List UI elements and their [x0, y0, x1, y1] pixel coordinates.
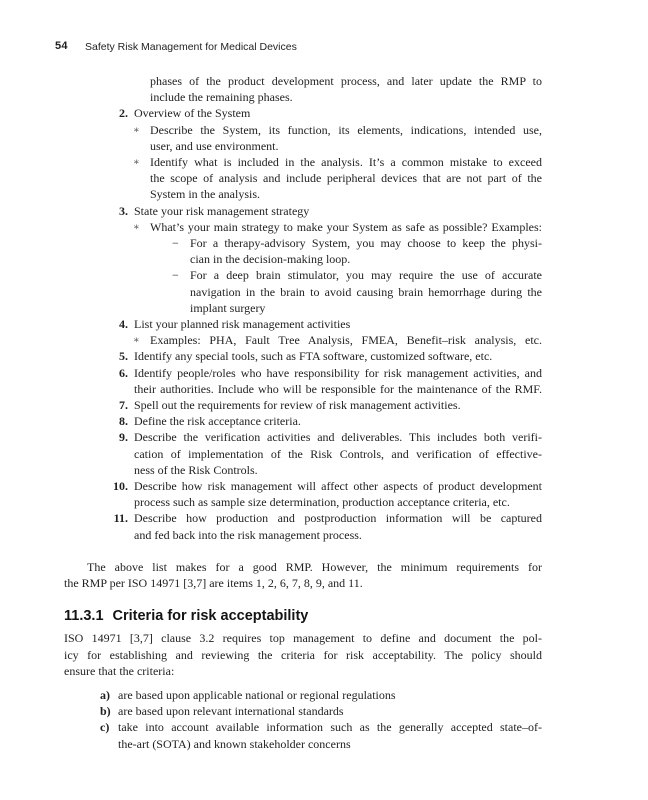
text-line: ensure that the criteria:	[64, 663, 175, 678]
text-line: the-art (SOTA) and known stakeholder concerns	[118, 736, 351, 751]
bullet-icon: ∗	[133, 335, 140, 347]
alpha-list-item	[100, 703, 542, 719]
sub-list-item	[172, 235, 542, 267]
numbered-list-item	[119, 397, 542, 413]
text-line: What’s your main strategy to make your System as safe as possible? Examples:	[150, 219, 542, 234]
text-line: For a therapy-advisory System, you may choose to keep the physi-	[190, 236, 542, 251]
section-number: 11.3.1	[64, 608, 104, 625]
numbered-list-item	[119, 365, 542, 397]
item-number: 9.	[119, 430, 128, 445]
text-line: Spell out the requirements for review of risk management activities.	[134, 398, 461, 413]
text-line: icy for establishing and reviewing the criteria for risk acceptability. The policy should	[64, 647, 542, 662]
text-line: Describe how production and postproduction information will be captured	[134, 511, 542, 526]
text-line: System in the analysis.	[150, 187, 260, 202]
text-line: and fed back into the risk management process.	[134, 527, 362, 542]
text-line: cian in the decision-making loop.	[190, 252, 351, 267]
item-number: 7.	[119, 398, 128, 413]
text-line: For a deep brain stimulator, you may require the use of accurate	[190, 268, 542, 283]
text-line: Identify what is included in the analysis. It’s a common mistake to exceed	[150, 155, 542, 170]
text-line: Identify people/roles who have responsibility for risk management activities, and	[134, 365, 542, 380]
dash-marker: −	[172, 268, 179, 283]
numbered-list-item	[119, 316, 542, 332]
section-title: Criteria for risk acceptability	[112, 608, 309, 625]
text-line: Define the risk acceptance criteria.	[134, 414, 301, 429]
numbered-list-item	[119, 203, 542, 219]
item-letter: a)	[100, 687, 110, 702]
item-number: 10.	[113, 479, 128, 494]
item-number: 5.	[119, 349, 128, 364]
page-number: 54	[55, 40, 68, 52]
alpha-list-item	[100, 687, 542, 703]
text-line: user, and use environment.	[150, 138, 279, 153]
numbered-list-item	[113, 510, 542, 542]
text-line: ness of the Risk Controls.	[134, 462, 258, 477]
item-number: 6.	[119, 365, 128, 380]
text-line: implant surgery	[190, 300, 266, 315]
paragraph	[64, 630, 542, 679]
text-line: State your risk management strategy	[134, 203, 310, 218]
numbered-list-item	[119, 429, 542, 478]
text-line: take into account available information such as the generally accepted state–of-	[118, 720, 542, 735]
text-line: Identify any special tools, such as FTA software, customized software, etc.	[134, 349, 493, 364]
text-line: Overview of the System	[134, 106, 251, 121]
text-line: are based upon relevant international standards	[118, 704, 344, 719]
numbered-list-item	[119, 348, 542, 364]
bullet-icon: ∗	[133, 157, 140, 169]
text-line: Describe how risk management will affect other aspects of product development	[134, 479, 542, 494]
text-line: The above list makes for a good RMP. However, the minimum requirements for	[87, 559, 542, 574]
text-line: the RMP per ISO 14971 [3,7] are items 1, 2, 6, 7, 8, 9, and 11.	[64, 576, 363, 591]
text-line: ISO 14971 [3,7] clause 3.2 requires top management to define and document the pol-	[64, 631, 542, 646]
numbered-list-item	[119, 105, 542, 121]
dash-marker: −	[172, 236, 179, 251]
continuation-paragraph	[150, 73, 542, 105]
text-line: Describe the verification activities and deliverables. This includes both verifi-	[134, 430, 542, 445]
text-line: Examples: PHA, Fault Tree Analysis, FMEA, Benefit–risk analysis, etc.	[150, 333, 542, 348]
numbered-list-item	[113, 478, 542, 510]
section-heading	[64, 606, 648, 626]
item-letter: c)	[100, 720, 110, 735]
text-line: Describe the System, its function, its elements, indications, intended use,	[150, 122, 542, 137]
bullet-list-item	[133, 122, 542, 154]
page-header	[0, 40, 648, 56]
text-line: navigation in the brain to avoid causing brain hemorrhage during the	[190, 284, 542, 299]
bullet-list-item	[133, 332, 542, 348]
item-number: 8.	[119, 414, 128, 429]
item-number: 4.	[119, 317, 128, 332]
alpha-list-item	[100, 719, 542, 751]
text-line: cation of implementation of the Risk Controls, and verification of effective-	[134, 446, 542, 461]
text-line: are based upon applicable national or regional regulations	[118, 687, 396, 702]
item-letter: b)	[100, 704, 111, 719]
bullet-icon: ∗	[133, 221, 140, 233]
numbered-list-item	[119, 413, 542, 429]
text-line: include the remaining phases.	[150, 90, 293, 105]
item-number: 11.	[113, 511, 128, 526]
text-line: their authorities. Include who will be responsible for the maintenance of the RMF.	[134, 381, 542, 396]
text-line: process such as sample size determination, production acceptance criteria, etc.	[134, 495, 510, 510]
paragraph	[64, 559, 542, 591]
item-number: 2.	[119, 106, 128, 121]
text-line: the scope of analysis and include peripheral devices that are not part of the	[150, 171, 542, 186]
bullet-icon: ∗	[133, 124, 140, 136]
text-line: phases of the product development process, and later update the RMP to	[150, 74, 542, 88]
item-number: 3.	[119, 203, 128, 218]
running-title: Safety Risk Management for Medical Devices	[85, 41, 297, 53]
page-content	[0, 73, 648, 752]
sub-list-item	[172, 267, 542, 316]
text-line: List your planned risk management activities	[134, 317, 351, 332]
bullet-list-item	[133, 219, 542, 235]
bullet-list-item	[133, 154, 542, 203]
